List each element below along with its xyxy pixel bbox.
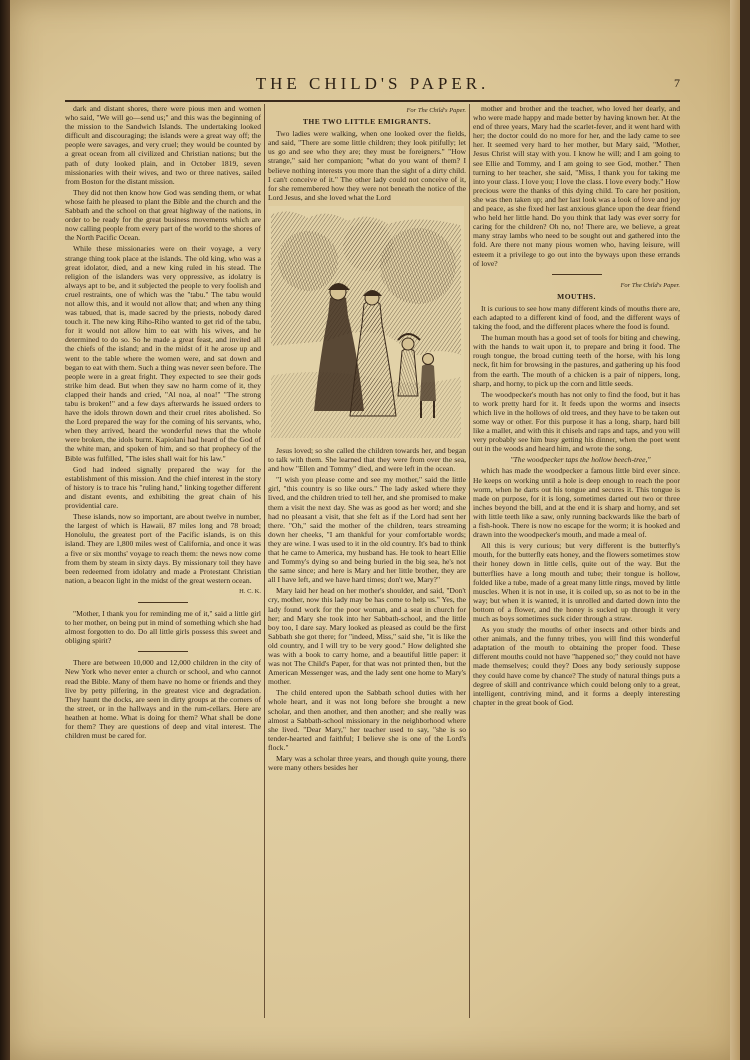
poem-quote: "The woodpecker taps the hollow beech-tree,": [510, 455, 651, 465]
newspaper-page: [10, 0, 740, 1060]
section-divider: [138, 651, 188, 652]
engraving-illustration: [268, 206, 464, 441]
page-edge: [730, 0, 740, 1060]
article-paragraph: "I wish you please come and see my mother," said the little girl, "this country is so like ours." The lady asked where they lived, and the children tried to tell her, and she promised to make them a visit the next day. She was as good as her word; and she had no pleasant a visit, that she felt as if the Lord had sent her there. "Oh," said the mother of the children, tears streaming down her cheeks, "I am thankful for your comfortable words; they are wine. I was used to it in the old country. It's bad to think that he came to America, my husband has. He took to heart Ellie and Tommy's dying so and being buried in the big sea, he's not the same since; and here is Mary and her little brother, they are all I have left, and we have hard times; don't we, Mary?": [268, 475, 466, 585]
article-paragraph: dark and distant shores, there were pious men and women who said, "We will go—send us;" and this was the beginning of the mission to the Sandwich Islands. The undertaking looked difficult and discouraging; the islands were a great way off; the people were savages, and very cruel; they would be counted by a great ocean from all civilized and Christian nations; but the path of duty looked plain, and in October 1819, seven missionaries with their wives, and two or three natives, sailed from Boston for the distant mission.: [65, 104, 261, 186]
article-paragraph: All this is very curious; but very different is the butterfly's mouth, for the butterfly eats honey, and the flowers sometimes stow their honey down in little cells, quite out of the way. But the butterflies have a long mouth and tube; their tongue is hollow, folded like a tube, made of a great many little rings, moved by little muscles. When it is not in use, it is coiled up, so as not to be in the way; but when it is wanted, it is unrolled and darted down into the bottom of a flower, and the honey is sucked up through it very much as boys sometimes suck cider through a straw.: [473, 541, 680, 623]
article-credit: For The Child's Paper.: [406, 107, 466, 114]
article-paragraph: "Mother, I thank you for reminding me of it," said a little girl to her mother, on being put in mind of something which she had almost forgotten to do. Do all little girls possess this sweet and obliging spirit?: [65, 608, 261, 646]
section-divider: [138, 602, 188, 603]
column-middle: [268, 104, 466, 1018]
column-rule: [264, 104, 265, 1018]
article-heading: THE TWO LITTLE EMIGRANTS.: [302, 117, 432, 127]
article-paragraph: Mary was a scholar three years, and though quite young, there were many others besides her: [268, 754, 466, 773]
article-paragraph: The human mouth has a good set of tools for biting and chewing, with the hands to wait upon it, to prepare and bring it food. The rough tongue, the broad cutting teeth of the horse, with his long neck, fit him for browsing in the pastures, and gathering up his food from the earth. The mouth of a chicken is a pair of nippers, long, sharp, and horny, to pick up the corn and little seeds.: [473, 333, 680, 388]
article-paragraph: Two ladies were walking, when one looked over the fields, and said, "There are some little children; they look pitifully; let us go and see who they are; they must be foreigners." "How strange," said her companion; "what do you want of them? I believe nothing interests you more than the sight of a dirty child. I can't conceive of it." The other lady could not conceive of it, for she remembered how they were not beneath the notice of the Lord Jesus, and she loved what the Lord: [268, 129, 466, 202]
page-number: 7: [674, 76, 680, 90]
article-paragraph: Jesus loved; so she called the children towards her, and began to talk with them. She learned that they were from over the sea, and how "Ellen and Tommy" died, and were left in the ocean.: [268, 445, 466, 474]
page-header: [65, 70, 680, 102]
article-credit: For The Child's Paper.: [620, 281, 680, 289]
article-paragraph: God had indeed signally prepared the way for the establishment of this mission. And the chief interest in the story of history is to trace his "ruling hand," linking together different and distant events, and exhibiting the great chain of his providential care.: [65, 464, 261, 511]
article-paragraph: It is curious to see how many different kinds of mouths there are, each adapted to a different kind of food, and the different ways of taking the food, and the different places where the food is found.: [473, 303, 680, 332]
article-paragraph: The woodpecker's mouth has not only to find the food, but it has to work pretty hard for it. It feeds upon the worms and insects which live in the hollows of old trees, and they have to be taken out some way or other. For this purpose it has a long, sharp, hard bill like a mallet, and with this it chisels and raps and taps, and you will very probably see him busy getting his dinner, when the poet went out in the woods and heard him, and wrote the song,: [473, 389, 680, 454]
column-left: [65, 104, 261, 1018]
column-rule: [469, 104, 470, 1018]
article-paragraph: There are between 10,000 and 12,000 children in the city of New York who never enter a church or school, and who cannot read the Bible. Many of them have no home or friends and they live by petty pilfering, in the greatest vice and degradation. They haunt the docks, are seen in dirty groups at the corners of the street, or in the hallways and in the rum-cellars. Here are heathen at home. What is doing for them? What shall be done for them? They are questions of deep and vital interest. The children must be cared for.: [65, 658, 261, 741]
masthead-title: THE CHILD'S PAPER.: [255, 74, 490, 93]
article-paragraph: While these missionaries were on their voyage, a very strange thing took place at the islands. The old king, who was a great idolator, died, and a new king ruled in his stead. The religion of the islanders was very oppressive, as idolatry is always apt to be, and it subjected the people to very foolish and cruel restraints, one of which was the "tabu." The tabu would not allow this, and it would not allow that; and when any thing was tabued, that is, made sacred by the priests, nobody dared touch it. The new king Riho-Riho wanted to get rid of the tabu, for it would not allow him to eat with his wives, and he determined to do so. So he made a great feast, and invited all the chiefs of the island; and in the midst of it he arose up and went to the table where the women were, and sat down and began to eat with them. Such a thing was never seen before. The people were in a great fright. They expected to see their gods strike him dead. But when they saw no harm come of it, they clapped their hands and cried, "Al noa, al noa!" "The strong tabu is broken!" and a few days afterwards he issued orders to have the idols thrown down and their cruel rites abolished. So the Lord prepared the way for the coming of his servants, who, when they arrived, heard the wonderful news that the whole were broken, the idols burnt. Kapiolani had heard of the God of the white man, and spoken of him, and so that prophecy of the Bible was fulfilled, "The isles shall wait for his law.": [65, 244, 261, 463]
article-paragraph: These islands, now so important, are about twelve in number, the largest of which is Hawaii, 87 miles long and 78 broad; Honolulu, the greatest port of the Pacific islands, is on this island. They are 1,800 miles west of California, and once it was a five or six months' voyage to reach them: the news now come from them by steam in sixty days. By missionary toil they have been redeemed from idolatry and made a Protestant Christian nation, a beacon light in the midst of the great western ocean.: [65, 512, 261, 585]
article-paragraph: As you study the mouths of other insects and other birds and other animals, and the funny tribes, you will find this wonderful adaptation of the mouth to obtaining the proper food. These different mouths could not have "happened so;" they could not have made themselves; could they? Does any body seriously suppose they could have come by chance? The study of natural things puts a degree of skill and contrivance which could belong only to a great, intelligent, contriving mind, and it forms a deeply interesting chapter in the great book of God.: [473, 625, 680, 707]
article-paragraph: They did not then know how God was sending them, or what whose faith he pleased to plant the Bible and the church and the Sabbath and the school on that great highway of the nations, in order to be ready for the great business movements which are now calling people from every part of the world to the shores of the North Pacific Ocean.: [65, 187, 261, 243]
article-paragraph: The child entered upon the Sabbath school duties with her whole heart, and it was not long before she brought a new scholar, and then another, and then another; and she really was almost a Sabbath-school missionary in the neighborhood where she lived. "Dear Mary," her teacher used to say, "she is so tender-hearted and faithful; I believe she is one of the Lord's flock.": [268, 688, 466, 752]
article-paragraph: which has made the woodpecker a famous little bird ever since. He keeps on working until a hole is deep enough to reach the poor worm, when he darts out his tongue and secures it. This tongue is made on purpose, for it is long, sometimes darted out two or three inches beyond the bill, and at the end it is sharp and horny, and set with little teeth like a saw, only running backwards like the barb of a fish-hook. There is now no escape for the worm; it is hooked and drawn into the woodpecker's mouth, and made a meal of.: [473, 466, 680, 540]
author-initials: H. C. K.: [239, 587, 261, 595]
article-paragraph: Mary laid her head on her mother's shoulder, and said, "Don't cry, mother, now this lady may be has come to help us." Yes, the lady found work for the poor woman, and a seat in church for her; and Mary she took into her Sabbath-school, and the little boy too, I dare say. Mary looked as pleased as could be the first Sabbath she got there; for "indeed, Miss," said she, "it is like the old country, and I will try to be very good." How delighted she was with a book to carry home, and a beautiful little paper: it was not The Child's Paper, for that was not printed then, but the American Messenger was, and the lady sent one home to Mary's mother.: [268, 586, 466, 687]
book-binding: [0, 0, 10, 1060]
section-divider: [552, 274, 602, 275]
column-right: [473, 104, 680, 1018]
article-paragraph: mother and brother and the teacher, who loved her dearly, and who were made happy and made better by having known her. At the end of three years, Mary had the scarlet-fever, and it went hard with her; the doctor could do no more for her, and the lady came to see her. It seemed very hard to her mother, but Mary said, "Mother, Jesus Christ will stay with you. I know he will; and I am going to see Ellie and Tommy, and I am going to see God, mother." Then turning to her teacher, she said, "Miss, I thank you for taking me into your class. I love you; I love the class. I love every body." How precious were the thanks of this dying child. To care her position, she was then taken up; and her last look was a look of love and joy and peace, as she fixed her last anxious glance upon the dear friend who held her little hand. Do you think that lady was ever sorry for caring for the children? Oh no, no! There are, we believe, a great many stray lambs who need to be sought out and gathered into the fold. Are there not many pious women who, having leisure, will esteem it a privilege to go out into the byways upon these errands of love?: [473, 104, 680, 268]
article-heading: MOUTHS.: [557, 291, 596, 301]
